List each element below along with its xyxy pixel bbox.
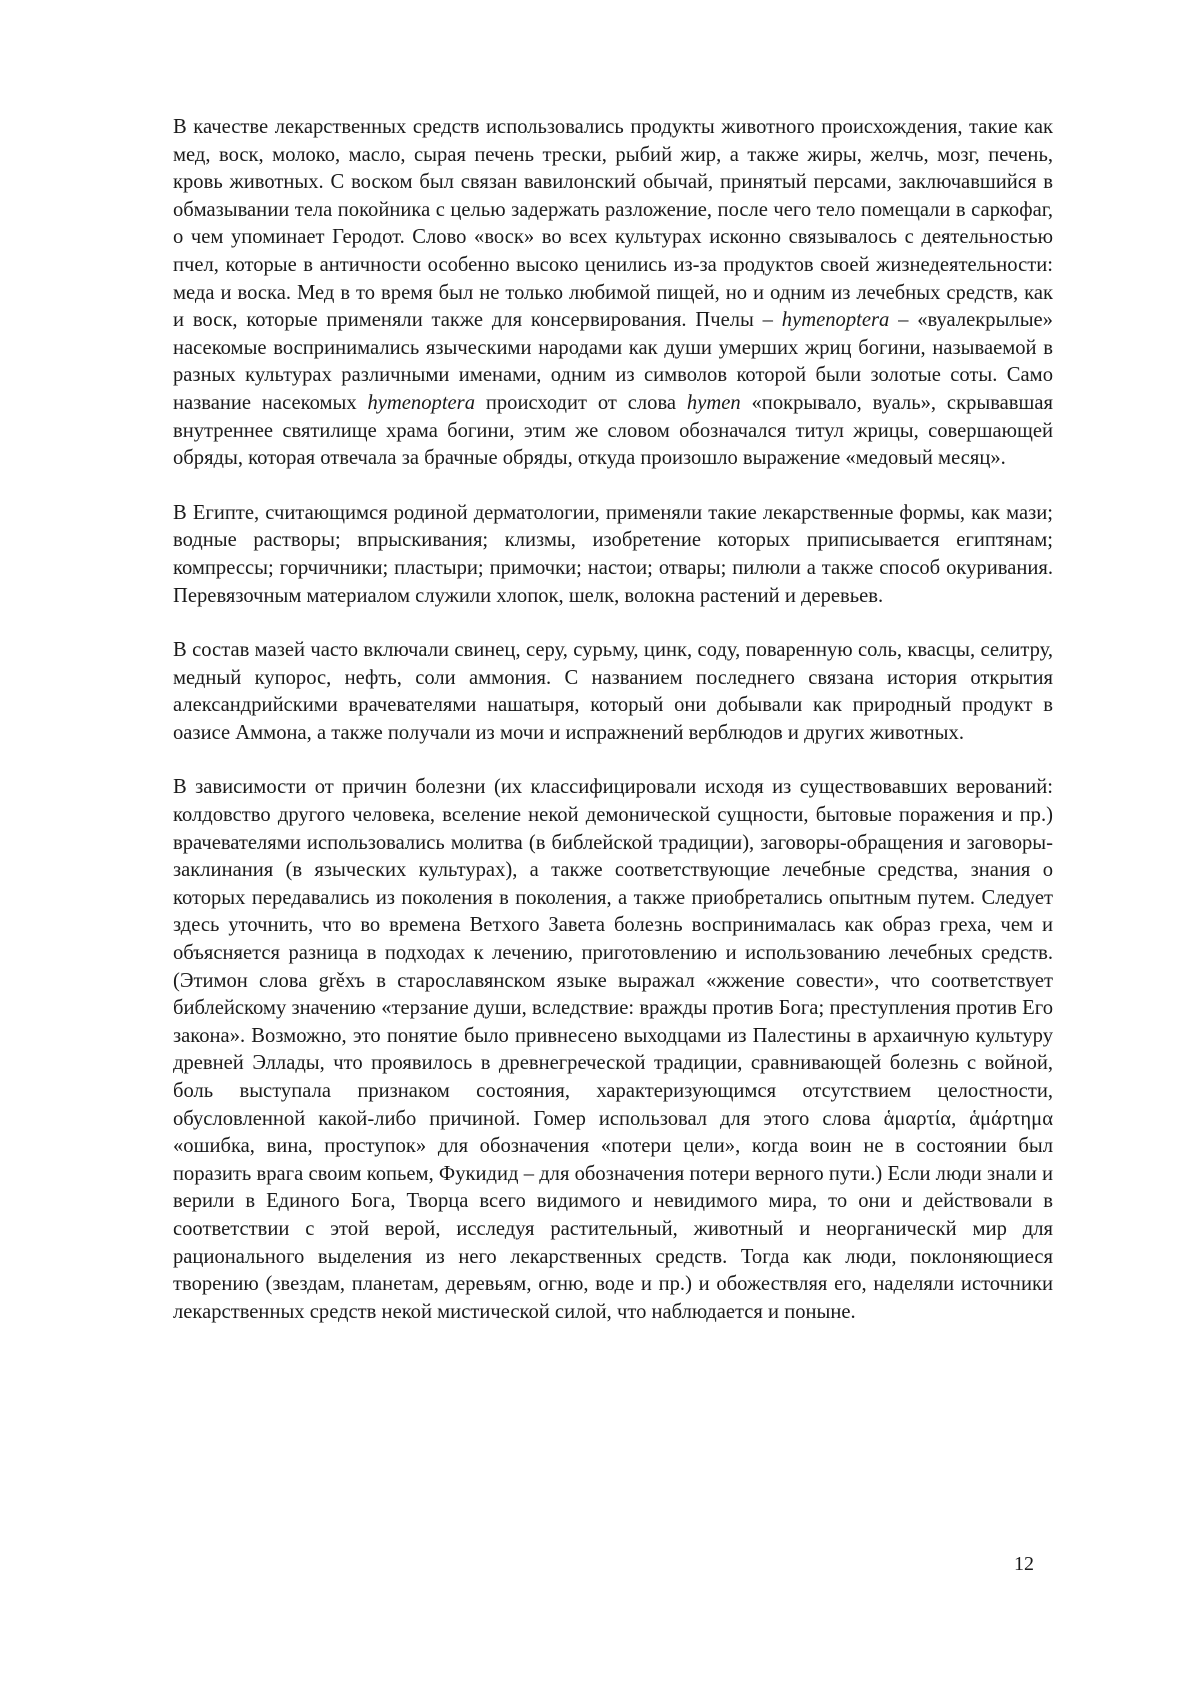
paragraph-3 [173,637,1053,747]
paragraph-1-text: происходит от слова [475,391,687,414]
document-body [173,114,1053,1353]
term-hymenoptera: hymenoptera [781,309,890,332]
paragraph-1-text: В качестве лекарственных средств использовались продукты животного происхождения, такие как мед, воск, молоко, масло, сырая печень трески, рыбий жир, а также жиры, желчь, мозг, печень, кровь животных. С воском был связан вавилонский обычай, принятый персами, заключавшийся в обмазывании тела покойника с целью задержать разложение, после чего тело помещали в саркофаг, о чем упоминает Геродот. Слово «воск» во всех культурах исконно связывалось с деятельностью пчел, которые в античности особенно высоко ценились из-за продуктов своей жизнедеятельности: меда и воска. Мед в то время был не только любимой пищей, но и одним из лечебных средств, как и воск, которые применяли также для консервирования. Пчелы – [173,116,1053,332]
paragraph-3-text: В состав мазей часто включали свинец, серу, сурьму, цинк, соду, поваренную соль, квасцы, селитру, медный купорос, нефть, соли аммония. С названием последнего связана история открытия александрийскими врачевателями нашатыря, который они добывали как природный продукт в оазисе Аммона, а также получали из мочи и испражнений верблюдов и других животных. [173,639,1053,744]
paragraph-4-text: В зависимости от причин болезни (их классифицировали исходя из существовавших верований: колдовство другого человека, вселение некой демонической сущности, бытовые поражения и пр.) врачевателями использовались молитва (в библейской традиции), заговоры-обращения и заговоры-заклинания (в языческих культурах), а также соответствующие лечебные средства, знания о которых передавались из поколения в поколения, а также приобретались опытным путем. Следует здесь уточнить, что во времена Ветхого Завета болезнь воспринималась как образ греха, чем и объясняется разница в подходах к лечению, приготовлению и использованию лечебных средств. (Этимон слова grěхъ в старославянском языке выражал «жжение совести», что соответствует библейскому значению «терзание души, вследствие: вражды против Бога; преступления против Его закона». Возможно, это понятие было привнесено выходцами из Палестины в архаичную культуру древней Эллады, что проявилось в древнегреческой традиции, сравнивающей болезнь с войной, боль выступала признаком состояния, характеризующимся отсутствием целостности, обусловленной какой-либо причиной. Гомер использовал для этого слова ἁμαρτία, ἁμάρτημα «ошибка, вина, проступок» для обозначения «потери цели», когда воин не в состоянии был поразить врага своим копьем, Фукидид – для обозначения потери верного пути.) Если люди знали и верили в Единого Бога, Творца всего видимого и невидимого мира, то они и действовали в соответствии с этой верой, исследуя растительный, животный и неорганическй мир для рационального выделения из него лекарственных средств. Тогда как люди, поклоняющиеся творению (звездам, планетам, деревьям, огню, воде и пр.) и обожествляя его, наделяли источники лекарственных средств некой мистической силой, что наблюдается и поныне. [173,776,1053,1323]
paragraph-2 [173,500,1053,610]
paragraph-1-text: «покрывало, вуаль», скрывавшая внутреннее святилище храма богини, этим же словом обозначался титул жрицы, совершающей обряды, которая отвечала за брачные обряды, откуда произошло выражение «медовый месяц». [173,391,1053,470]
term-hymenoptera: hymenoptera [367,391,475,414]
paragraph-4 [173,774,1053,1326]
paragraph-2-text: В Египте, считающимся родиной дерматологии, применяли такие лекарственные формы, как мази; водные растворы; впрыскивания; клизмы, изобретение которых приписывается египтянам; компрессы; горчичники; пластыри; примочки; настои; отвары; пилюли а также способ окуривания. Перевязочным материалом служили хлопок, шелк, волокна растений и деревьев. [173,501,1053,607]
paragraph-1-text: – «вуалекрылые» насекомые воспринимались языческими народами как души умерших жриц богини, называемой в разных культурах различными именами, одним из символов которой были золотые соты. Само название насекомых [173,309,1053,414]
term-hymen: hymen [686,391,741,414]
paragraph-1 [173,114,1053,473]
page-number: 12 [1014,1553,1034,1575]
